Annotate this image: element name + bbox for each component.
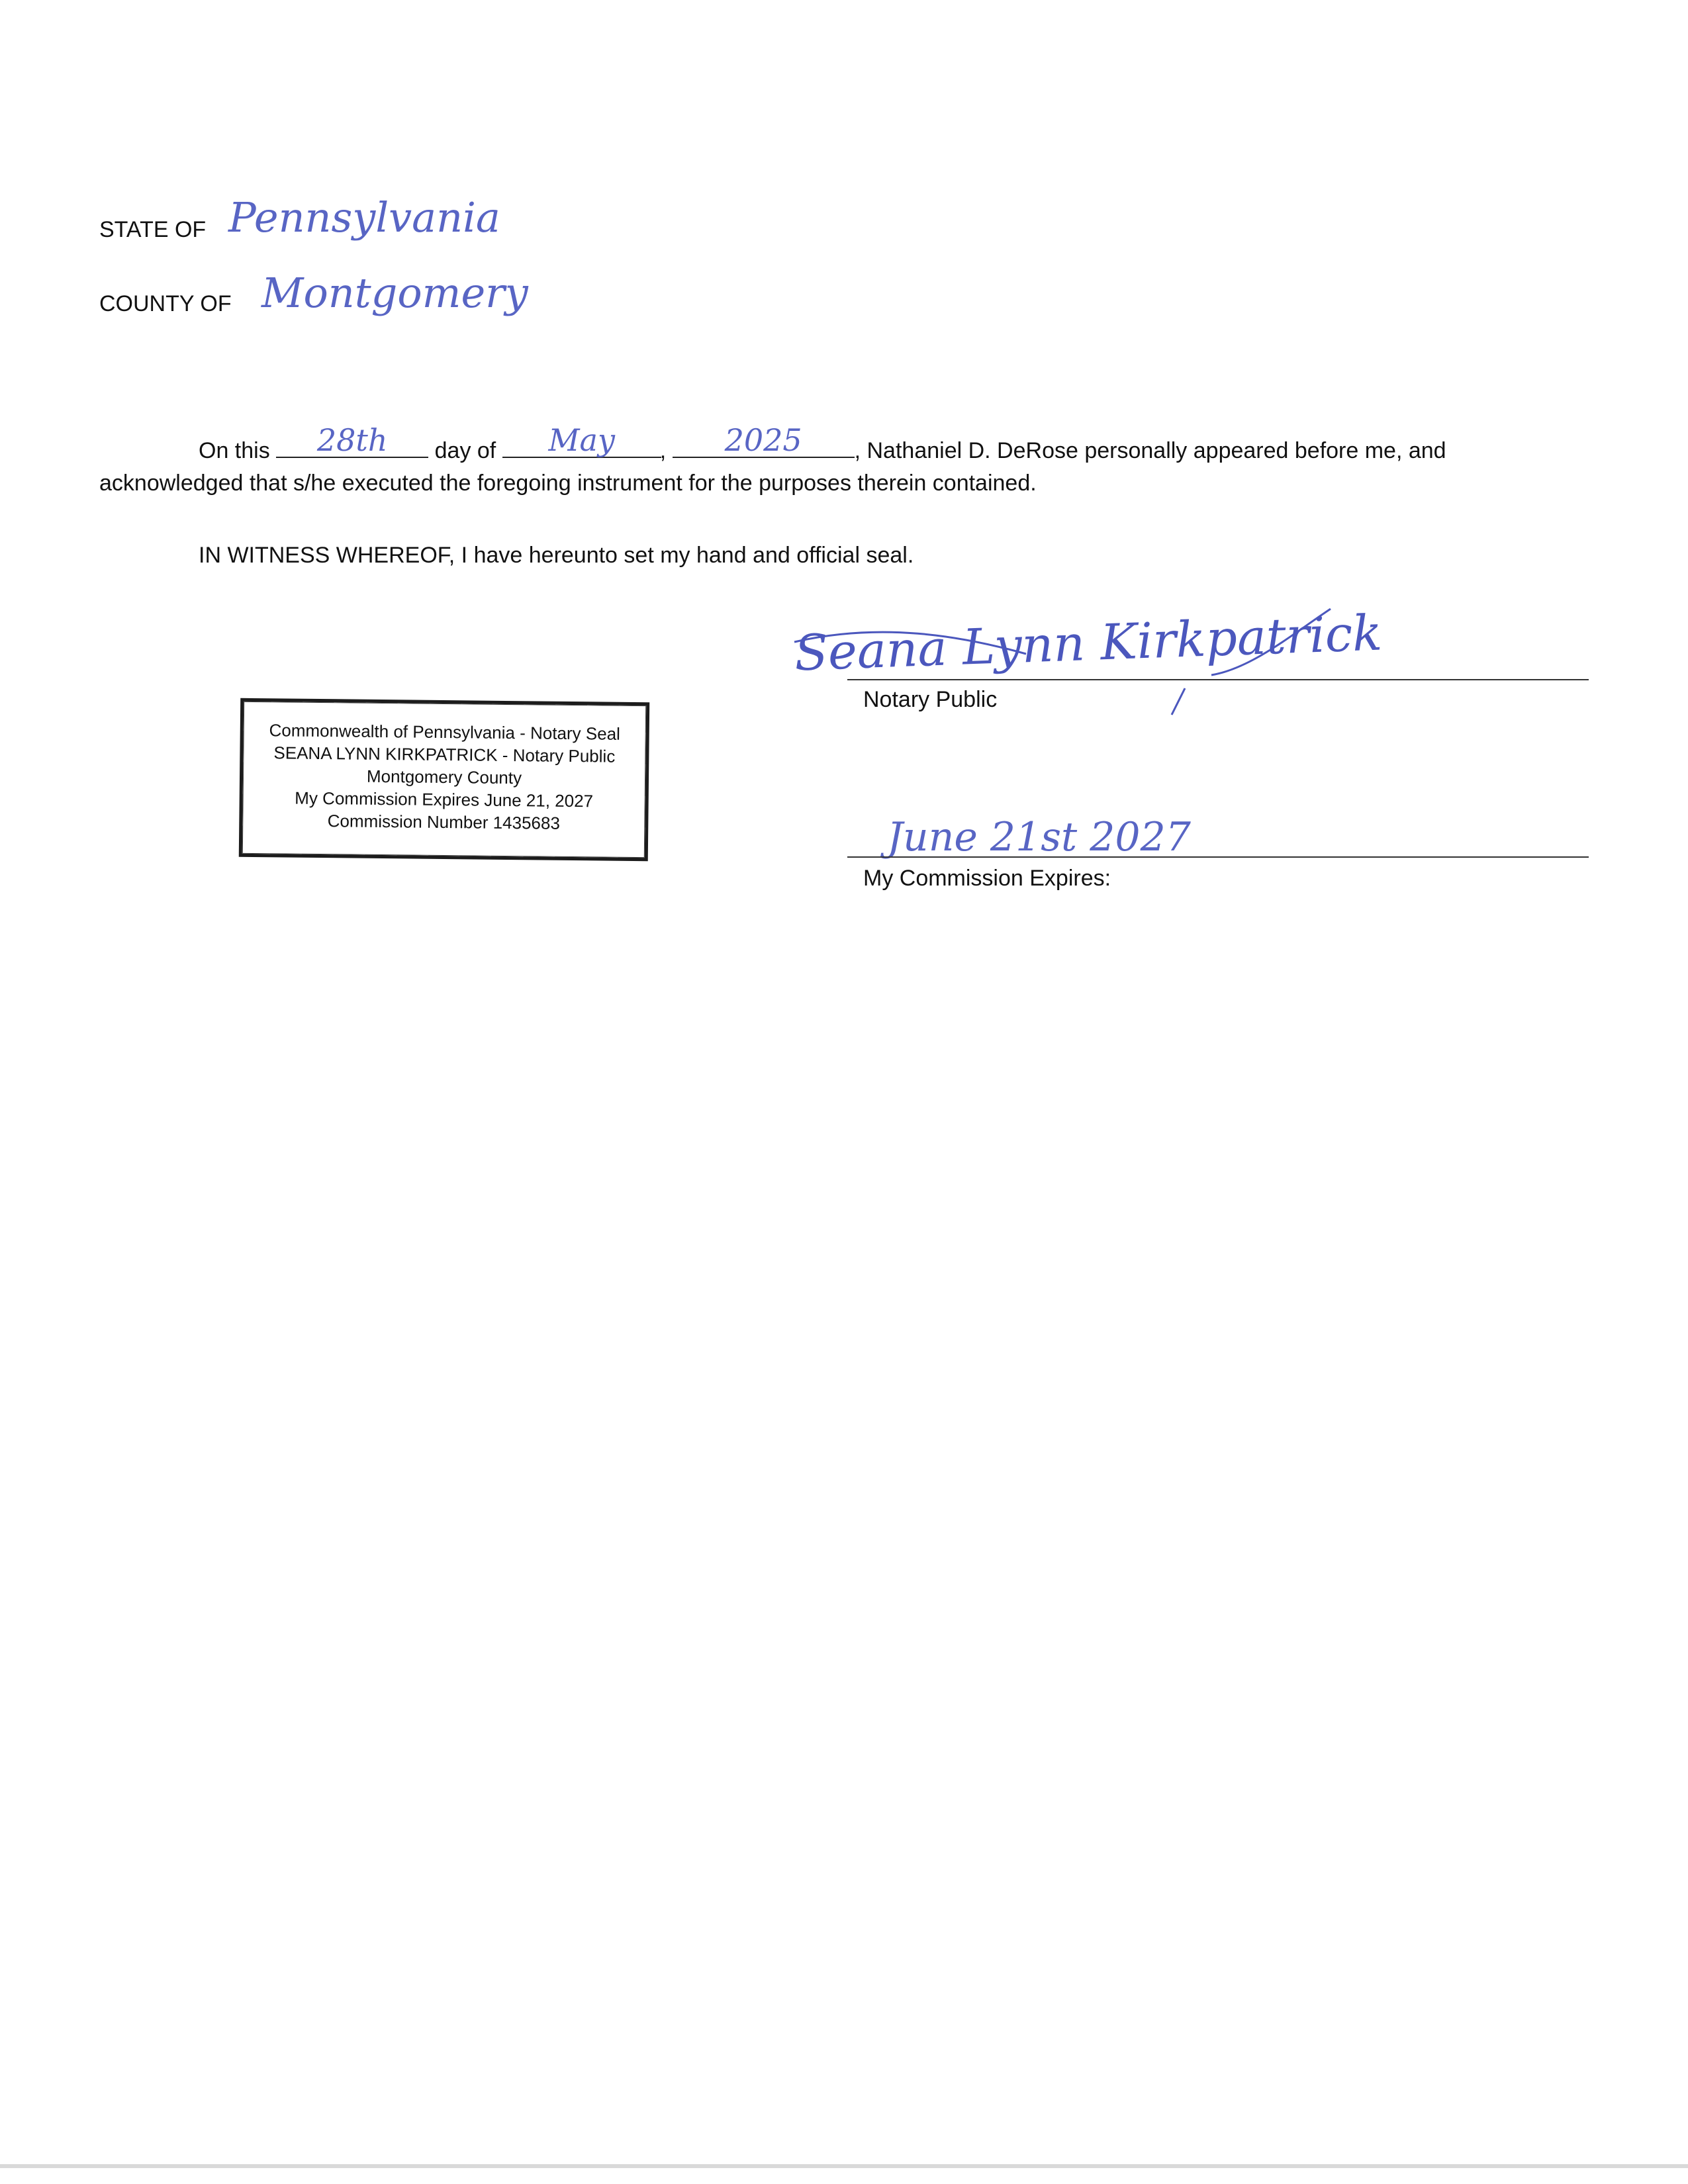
appearance-text: , Nathaniel D. DeRose personally appeared before me, and xyxy=(854,438,1446,463)
year-handwritten-value: 2025 xyxy=(724,422,802,458)
signature-line xyxy=(847,679,1589,680)
day-of-text: day of xyxy=(434,438,496,463)
on-this-text: On this xyxy=(199,438,270,463)
witness-statement: IN WITNESS WHEREOF, I have hereunto set my hand and official seal. xyxy=(199,543,914,568)
county-label: COUNTY OF xyxy=(99,291,232,316)
seal-line-notary-name: SEANA LYNN KIRKPATRICK - Notary Public xyxy=(273,743,616,766)
acknowledgment-line-2: acknowledged that s/he executed the foregoing instrument for the purposes therein contained. xyxy=(99,471,1037,496)
day-blank xyxy=(276,422,428,458)
day-handwritten-value: 28th xyxy=(316,422,388,458)
notary-public-label: Notary Public xyxy=(863,687,998,712)
seal-line-commission-number: Commission Number 1435683 xyxy=(327,811,561,833)
seal-line-county: Montgomery County xyxy=(366,766,522,788)
state-label: STATE OF xyxy=(99,217,207,242)
commission-expiration-label: My Commission Expires: xyxy=(863,866,1111,891)
month-handwritten-value: May xyxy=(548,422,615,458)
month-blank xyxy=(502,422,661,458)
seal-line-commonwealth: Commonwealth of Pennsylvania - Notary Seal xyxy=(269,720,621,744)
year-blank xyxy=(673,422,855,458)
commission-expiration-handwritten: June 21st 2027 xyxy=(887,814,1191,860)
commission-expiration-line xyxy=(847,856,1589,858)
notary-seal-stamp xyxy=(239,698,649,861)
state-handwritten-value: Pennsylvania xyxy=(228,193,500,242)
county-handwritten-value: Montgomery xyxy=(261,269,528,317)
scan-bottom-edge xyxy=(0,2164,1688,2168)
acknowledgment-line-1: On this 28th day of May , 2025 , Nathaniel D. DeRose personally appeared before me, and xyxy=(199,422,1446,463)
seal-line-expiration: My Commission Expires June 21, 2027 xyxy=(295,788,594,811)
notary-signature: Seana Lynn Kirkpatrick xyxy=(793,604,1383,682)
